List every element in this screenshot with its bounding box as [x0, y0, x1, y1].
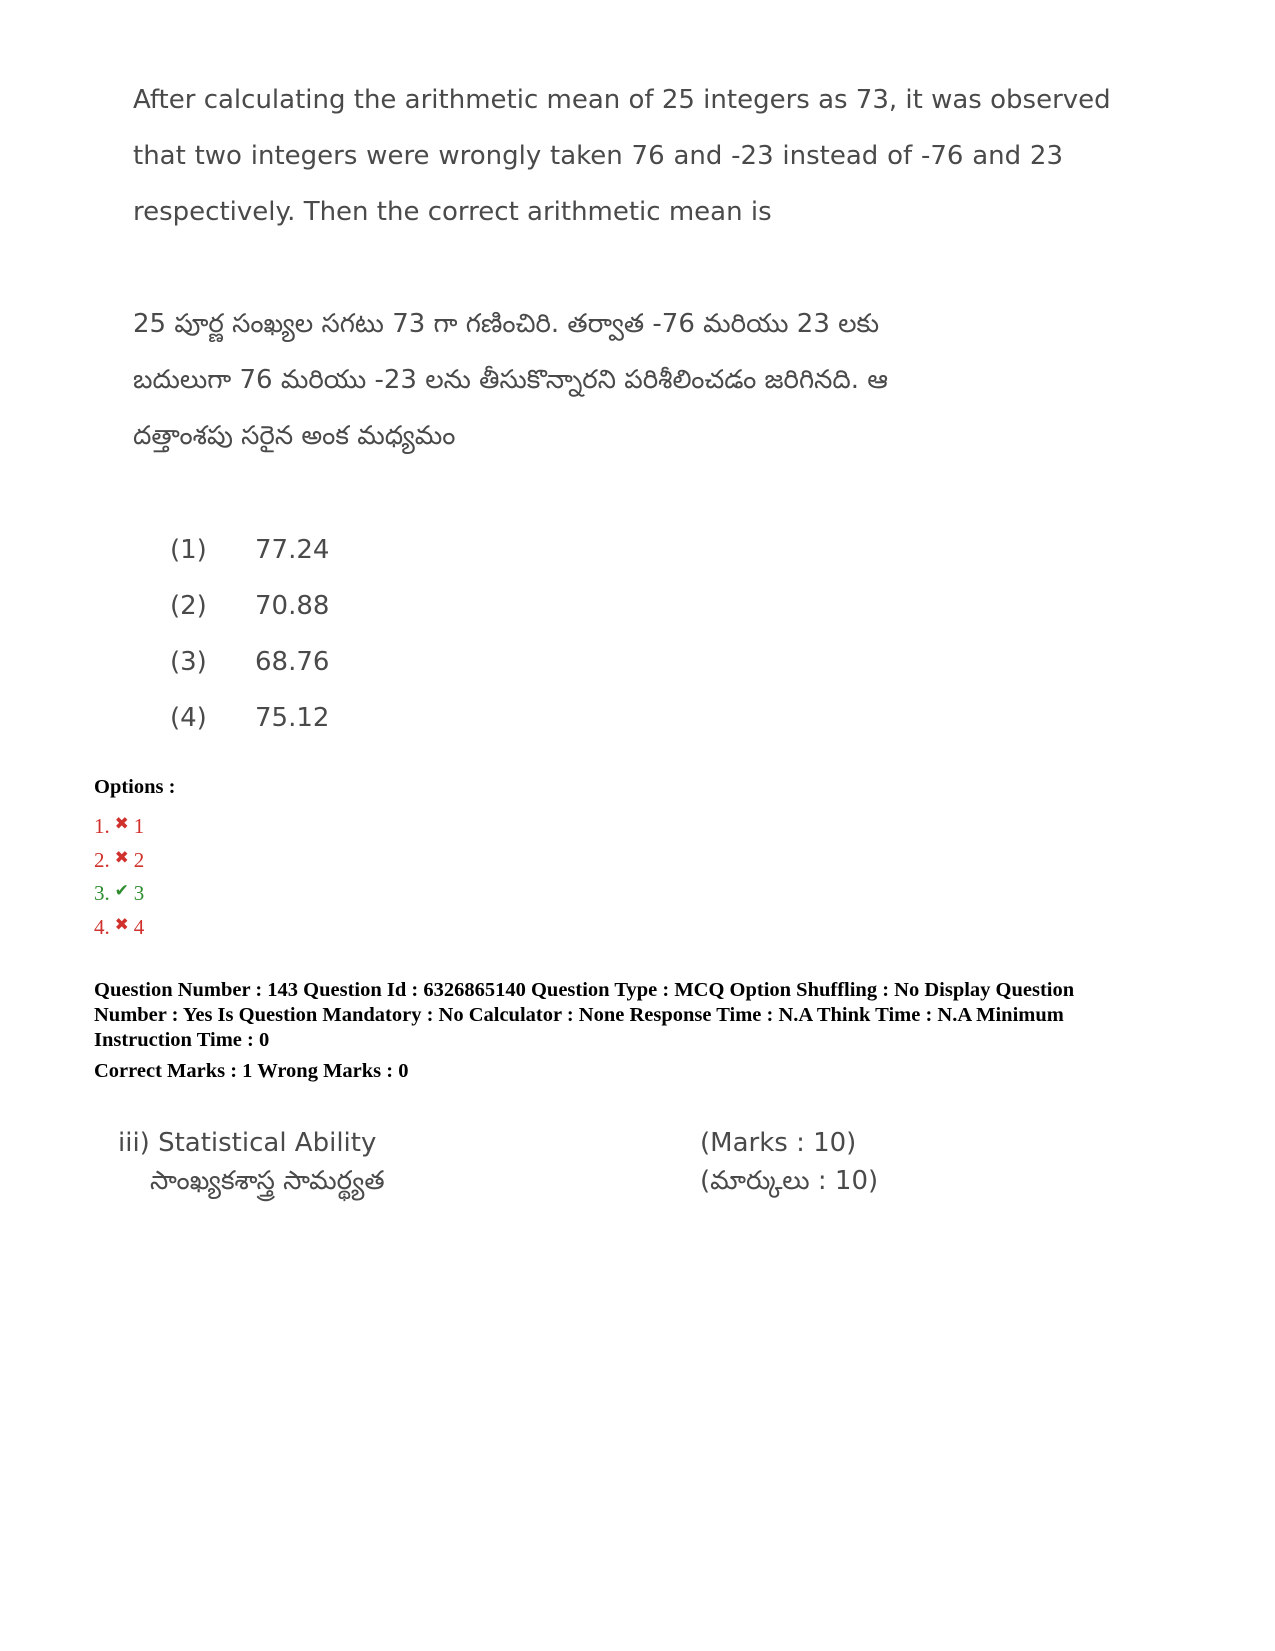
- section-title-en: iii) Statistical Ability: [118, 1128, 377, 1158]
- question-metadata: [94, 978, 1074, 1053]
- option-item: [94, 810, 144, 844]
- option-value: 2: [133, 847, 145, 872]
- option-index: 3.: [94, 881, 110, 905]
- question-telugu-line: బదులుగా 76 మరియు -23 లను తీసుకొన్నారని పరిశీలించడం జరిగినది. ఆ: [133, 365, 889, 395]
- choice-number: (4): [170, 703, 207, 733]
- option-item: [94, 877, 144, 911]
- cross-icon: ✖: [114, 914, 129, 934]
- metadata-line: Number : Yes Is Question Mandatory : No Calculator : None Response Time : N.A Think Time : N.A Minimum: [94, 1004, 1064, 1026]
- question-telugu-line: దత్తాంశపు సరైన అంక మధ్యమం: [133, 421, 456, 451]
- choice-item: [170, 634, 329, 690]
- question-text: [133, 72, 1111, 464]
- choice-item: [170, 578, 329, 634]
- option-item: [94, 844, 144, 878]
- option-value: 4: [133, 914, 145, 939]
- cross-icon: ✖: [114, 847, 129, 867]
- option-index: 2.: [94, 847, 110, 872]
- section-header: [118, 1124, 878, 1200]
- check-icon: ✔: [114, 881, 129, 900]
- options-list: [94, 810, 144, 944]
- question-english-line: After calculating the arithmetic mean of 25 integers as 73, it was observed: [133, 85, 1111, 115]
- question-english-line: respectively. Then the correct arithmetic mean is: [133, 197, 772, 227]
- choice-value: 70.88: [255, 591, 330, 621]
- option-value: 3: [133, 881, 145, 905]
- choice-number: (2): [170, 591, 207, 621]
- choice-value: 68.76: [255, 647, 330, 677]
- cross-icon: ✖: [114, 814, 129, 833]
- option-item: [94, 911, 144, 945]
- choice-item: [170, 690, 329, 746]
- option-index: 4.: [94, 914, 110, 939]
- metadata-line: Question Number : 143 Question Id : 6326865140 Question Type : MCQ Option Shuffling : No Display Question: [94, 979, 1075, 1001]
- question-english-line: that two integers were wrongly taken 76 and -23 instead of -76 and 23: [133, 141, 1063, 171]
- choice-value: 75.12: [255, 703, 330, 733]
- section-marks-en: (Marks : 10): [700, 1128, 857, 1158]
- choice-value: 77.24: [255, 535, 330, 565]
- answer-choices: [170, 522, 329, 746]
- choice-number: (3): [170, 647, 207, 677]
- question-telugu-line: 25 పూర్ణ సంఖ్యల సగటు 73 గా గణించిరి. తర్వాత -76 మరియు 23 లకు: [133, 309, 880, 339]
- section-title-te: సాంఖ్యకశాస్త్ర సామర్థ్యత: [150, 1166, 385, 1196]
- choice-number: (1): [170, 535, 207, 565]
- options-heading: Options :: [94, 776, 176, 798]
- marks-line: Correct Marks : 1 Wrong Marks : 0: [94, 1060, 409, 1082]
- choice-item: [170, 522, 329, 578]
- option-index: 1.: [94, 814, 110, 838]
- section-marks-te: (మార్కులు : 10): [700, 1166, 879, 1196]
- metadata-line: Instruction Time : 0: [94, 1029, 270, 1051]
- option-value: 1: [133, 814, 145, 838]
